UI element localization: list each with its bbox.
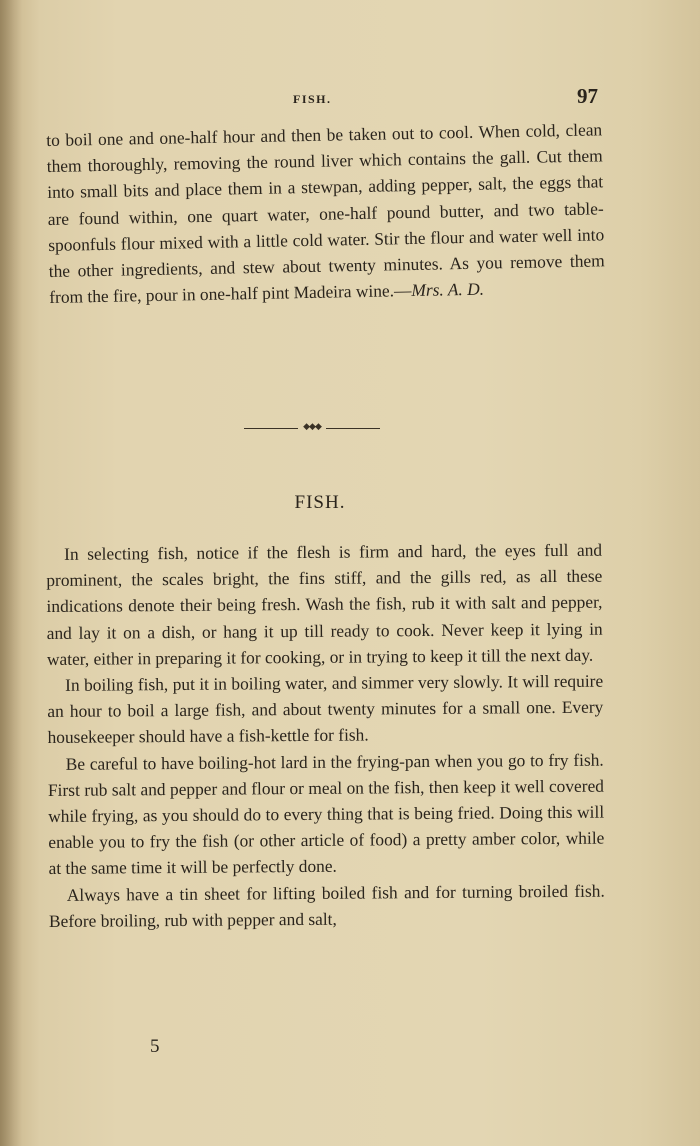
section-divider-ornament: [244, 421, 380, 434]
printer-signature-mark: 5: [150, 1036, 160, 1057]
recipe-signature: Mrs. A. D.: [411, 278, 485, 301]
recipe-text: to boil one and one-half hour and then be taken out to cool. When cold, clean them thoroughly, removing the round liver which contains the gall. Cut them into small bits and place them in a stewpan, adding pepper, salt, the eggs that are found within, one quart water, one-half pound butter, and two table-spoonfuls flour mixed with a little cold water. Stir the flour and water well into the other ingredients, and stew about twenty minutes. As you remove them from the fire, pour in one-half pint Madeira wine.—: [46, 119, 605, 308]
divider-rule-left: [244, 428, 298, 429]
paragraph-boiling-fish: In boiling fish, put it in boiling water, and simmer very slowly. It will require an hour to boil a large fish, and about twenty minutes for a small one. Every housekeeper should have a fish-kettle for fish.: [47, 670, 604, 748]
section-body: [46, 537, 605, 934]
page-number: 97: [577, 84, 598, 108]
paragraph-selecting-fish: In selecting fish, notice if the flesh is firm and hard, the eyes full and prominent, the scales bright, the fins stiff, and the gills red, as all these indications denote their being fresh. Wash the fish, rub it with salt and pepper, and lay it on a dish, or hang it up till ready to cook. Never keep it lying in water, either in preparing it for cooking, or in trying to keep it till the next day.: [46, 539, 603, 669]
diamond-ornament-icon: ◆◆◆: [303, 421, 321, 431]
recipe-paragraph: [46, 116, 605, 310]
running-head: FISH.: [293, 92, 332, 106]
gutter-shadow: [0, 0, 22, 1146]
section-heading: FISH.: [294, 492, 346, 513]
divider-rule-right: [326, 428, 380, 429]
paragraph-broiling-fish: Always have a tin sheet for lifting boiled fish and for turning broiled fish. Before broiling, rub with pepper and salt,: [48, 880, 605, 931]
recipe-continuation: [46, 116, 605, 310]
paragraph-frying-fish: Be careful to have boiling-hot lard in the frying-pan when you go to fry fish. First rub salt and pepper and flour or meal on the fish, then keep it well covered while frying, as you should do to every thing that is being fried. Doing this will enable you to fry the fish (or other article of food) a pretty amber color, while at the same time it will be perfectly done.: [47, 749, 605, 879]
